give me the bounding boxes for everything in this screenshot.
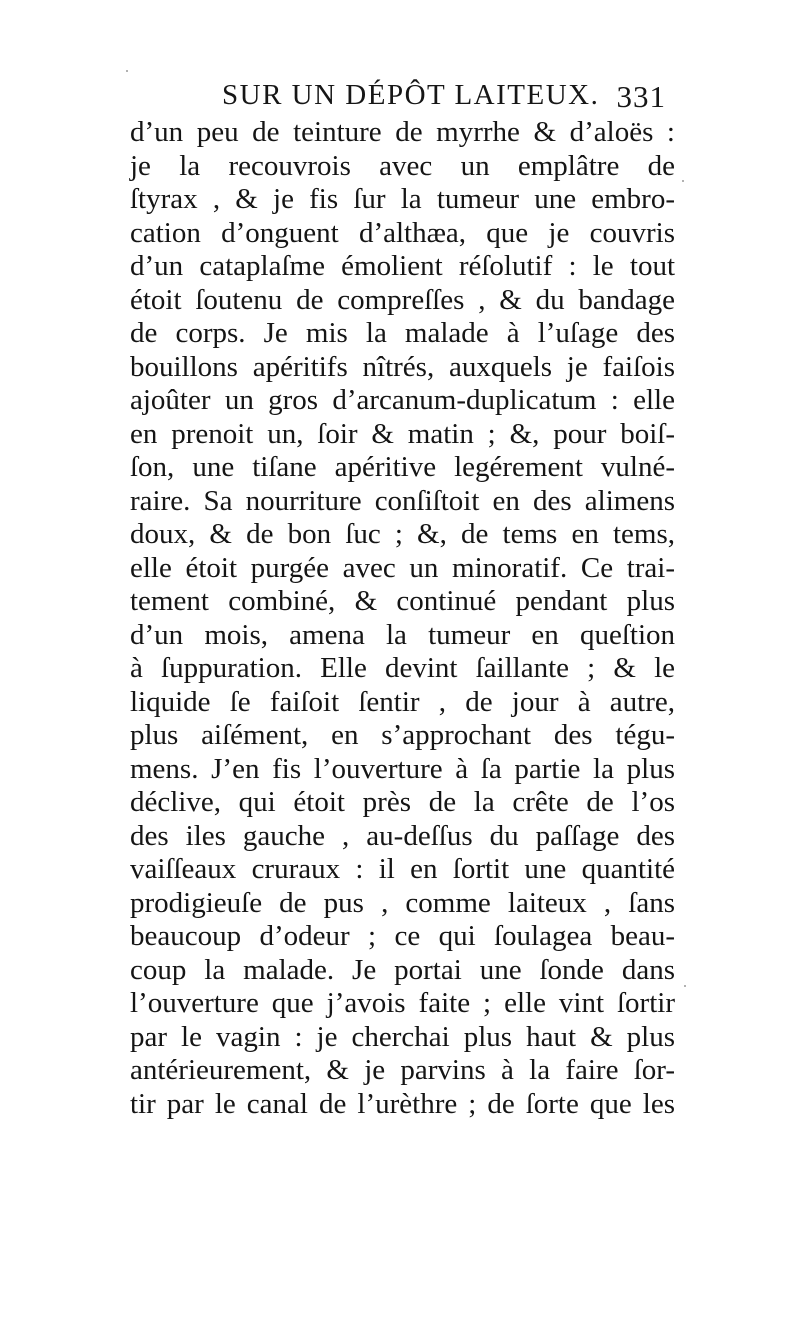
text-line: bouillons apéritifs nîtrés, auxquels je faiſois xyxy=(130,350,675,383)
text-line: d’un cataplaſme émolient réſolutif : le tout xyxy=(130,250,675,282)
text-line: à ſuppuration. Elle devint ſaillante ; & le xyxy=(130,652,675,684)
body-text xyxy=(130,116,675,1121)
text-line: par le vagin : je cherchai plus haut & plus xyxy=(130,1020,675,1053)
text-line: beaucoup d’odeur ; ce qui ſoulagea beau- xyxy=(130,920,675,952)
text-line: d’un mois, amena la tumeur en queſtion xyxy=(130,618,675,651)
text-line: antérieurement, & je parvins à la faire ſor- xyxy=(130,1054,675,1086)
text-line: ſon, une tiſane apéritive legérement vulné- xyxy=(130,451,675,483)
paper-speck xyxy=(684,985,686,987)
text-line: cation d’onguent d’althæa, que je couvris xyxy=(130,216,675,249)
text-line: l’ouverture que j’avois faite ; elle vint ſortir xyxy=(130,987,675,1019)
text-line: coup la malade. Je portai une ſonde dans xyxy=(130,953,675,986)
text-line: des iles gauche , au-deſſus du paſſage des xyxy=(130,819,675,852)
page-number: 331 xyxy=(616,79,666,114)
text-line: ajoûter un gros d’arcanum-duplicatum : elle xyxy=(130,384,675,416)
text-line: déclive, qui étoit près de la crête de l’os xyxy=(130,786,675,818)
text-line: en prenoit un, ſoir & matin ; &, pour boiſ- xyxy=(130,417,675,450)
text-line: prodigieuſe de pus , comme laiteux , ſans xyxy=(130,886,675,919)
text-line: d’un peu de teinture de myrrhe & d’aloës : xyxy=(130,116,675,148)
text-line: je la recouvrois avec un emplâtre de xyxy=(130,149,675,182)
text-line: mens. J’en fis l’ouverture à ſa partie la plus xyxy=(130,752,675,785)
text-line: vaiſſeaux cruraux : il en ſortit une quantité xyxy=(130,853,675,885)
paper-speck xyxy=(682,180,684,182)
text-line: doux, & de bon ſuc ; &, de tems en tems, xyxy=(130,518,675,550)
text-line: tir par le canal de l’urèthre ; de ſorte que les xyxy=(130,1087,675,1120)
text-line: ſtyrax , & je fis ſur la tumeur une embro- xyxy=(130,183,675,215)
paper-speck xyxy=(126,70,128,72)
text-line: liquide ſe faiſoit ſentir , de jour à autre, xyxy=(130,685,675,718)
running-head: SUR UN DÉPÔT LAITEUX. xyxy=(222,79,600,111)
text-line: plus aiſément, en s’approchant des tégu- xyxy=(130,719,675,751)
text-line: de corps. Je mis la malade à l’uſage des xyxy=(130,317,675,349)
text-line: raire. Sa nourriture conſiſtoit en des alimens xyxy=(130,484,675,517)
text-line: tement combiné, & continué pendant plus xyxy=(130,585,675,617)
text-line: elle étoit purgée avec un minoratif. Ce trai- xyxy=(130,551,675,584)
text-line: étoit ſoutenu de compreſſes , & du bandage xyxy=(130,283,675,316)
